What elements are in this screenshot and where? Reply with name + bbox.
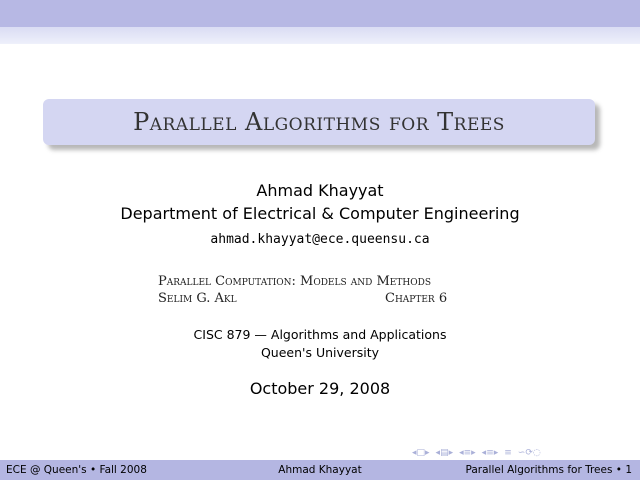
nav-section-prev-icon[interactable]: ◂≡▸: [459, 448, 476, 458]
header-band: [0, 0, 640, 27]
footer-left: ECE @ Queen's • Fall 2008: [6, 464, 147, 476]
book-author: Selim G. Akl: [158, 291, 237, 306]
nav-first-icon[interactable]: ◂□▸: [412, 448, 430, 458]
nav-prev-icon[interactable]: ◂▤▸: [435, 448, 454, 458]
footer-bar: [0, 460, 640, 480]
university: Queen's University: [260, 345, 380, 360]
presentation-date: October 29, 2008: [249, 379, 391, 398]
nav-align-icon[interactable]: ≡: [504, 448, 512, 458]
header-gradient: [0, 27, 640, 44]
department: Department of Electrical & Computer Engineering: [120, 204, 520, 223]
nav-section-next-icon[interactable]: ◂≡▸: [481, 448, 499, 458]
footer-middle: Ahmad Khayyat: [278, 464, 362, 476]
email-address: ahmad.khayyat@ece.queensu.ca: [210, 232, 430, 247]
footer-right: Parallel Algorithms for Trees • 1: [465, 464, 632, 476]
course-name: CISC 879 — Algorithms and Applications: [193, 327, 447, 342]
navigation-bar: [412, 447, 634, 459]
title-box: [43, 99, 595, 145]
book-chapter: Chapter 6: [385, 291, 448, 306]
author-name: Ahmad Khayyat: [256, 181, 384, 200]
nav-search-icon[interactable]: ∽⟳◌: [517, 448, 541, 458]
slide-title: Parallel Algorithms for Trees: [133, 108, 505, 136]
book-title: Parallel Computation: Models and Methods: [158, 274, 431, 289]
